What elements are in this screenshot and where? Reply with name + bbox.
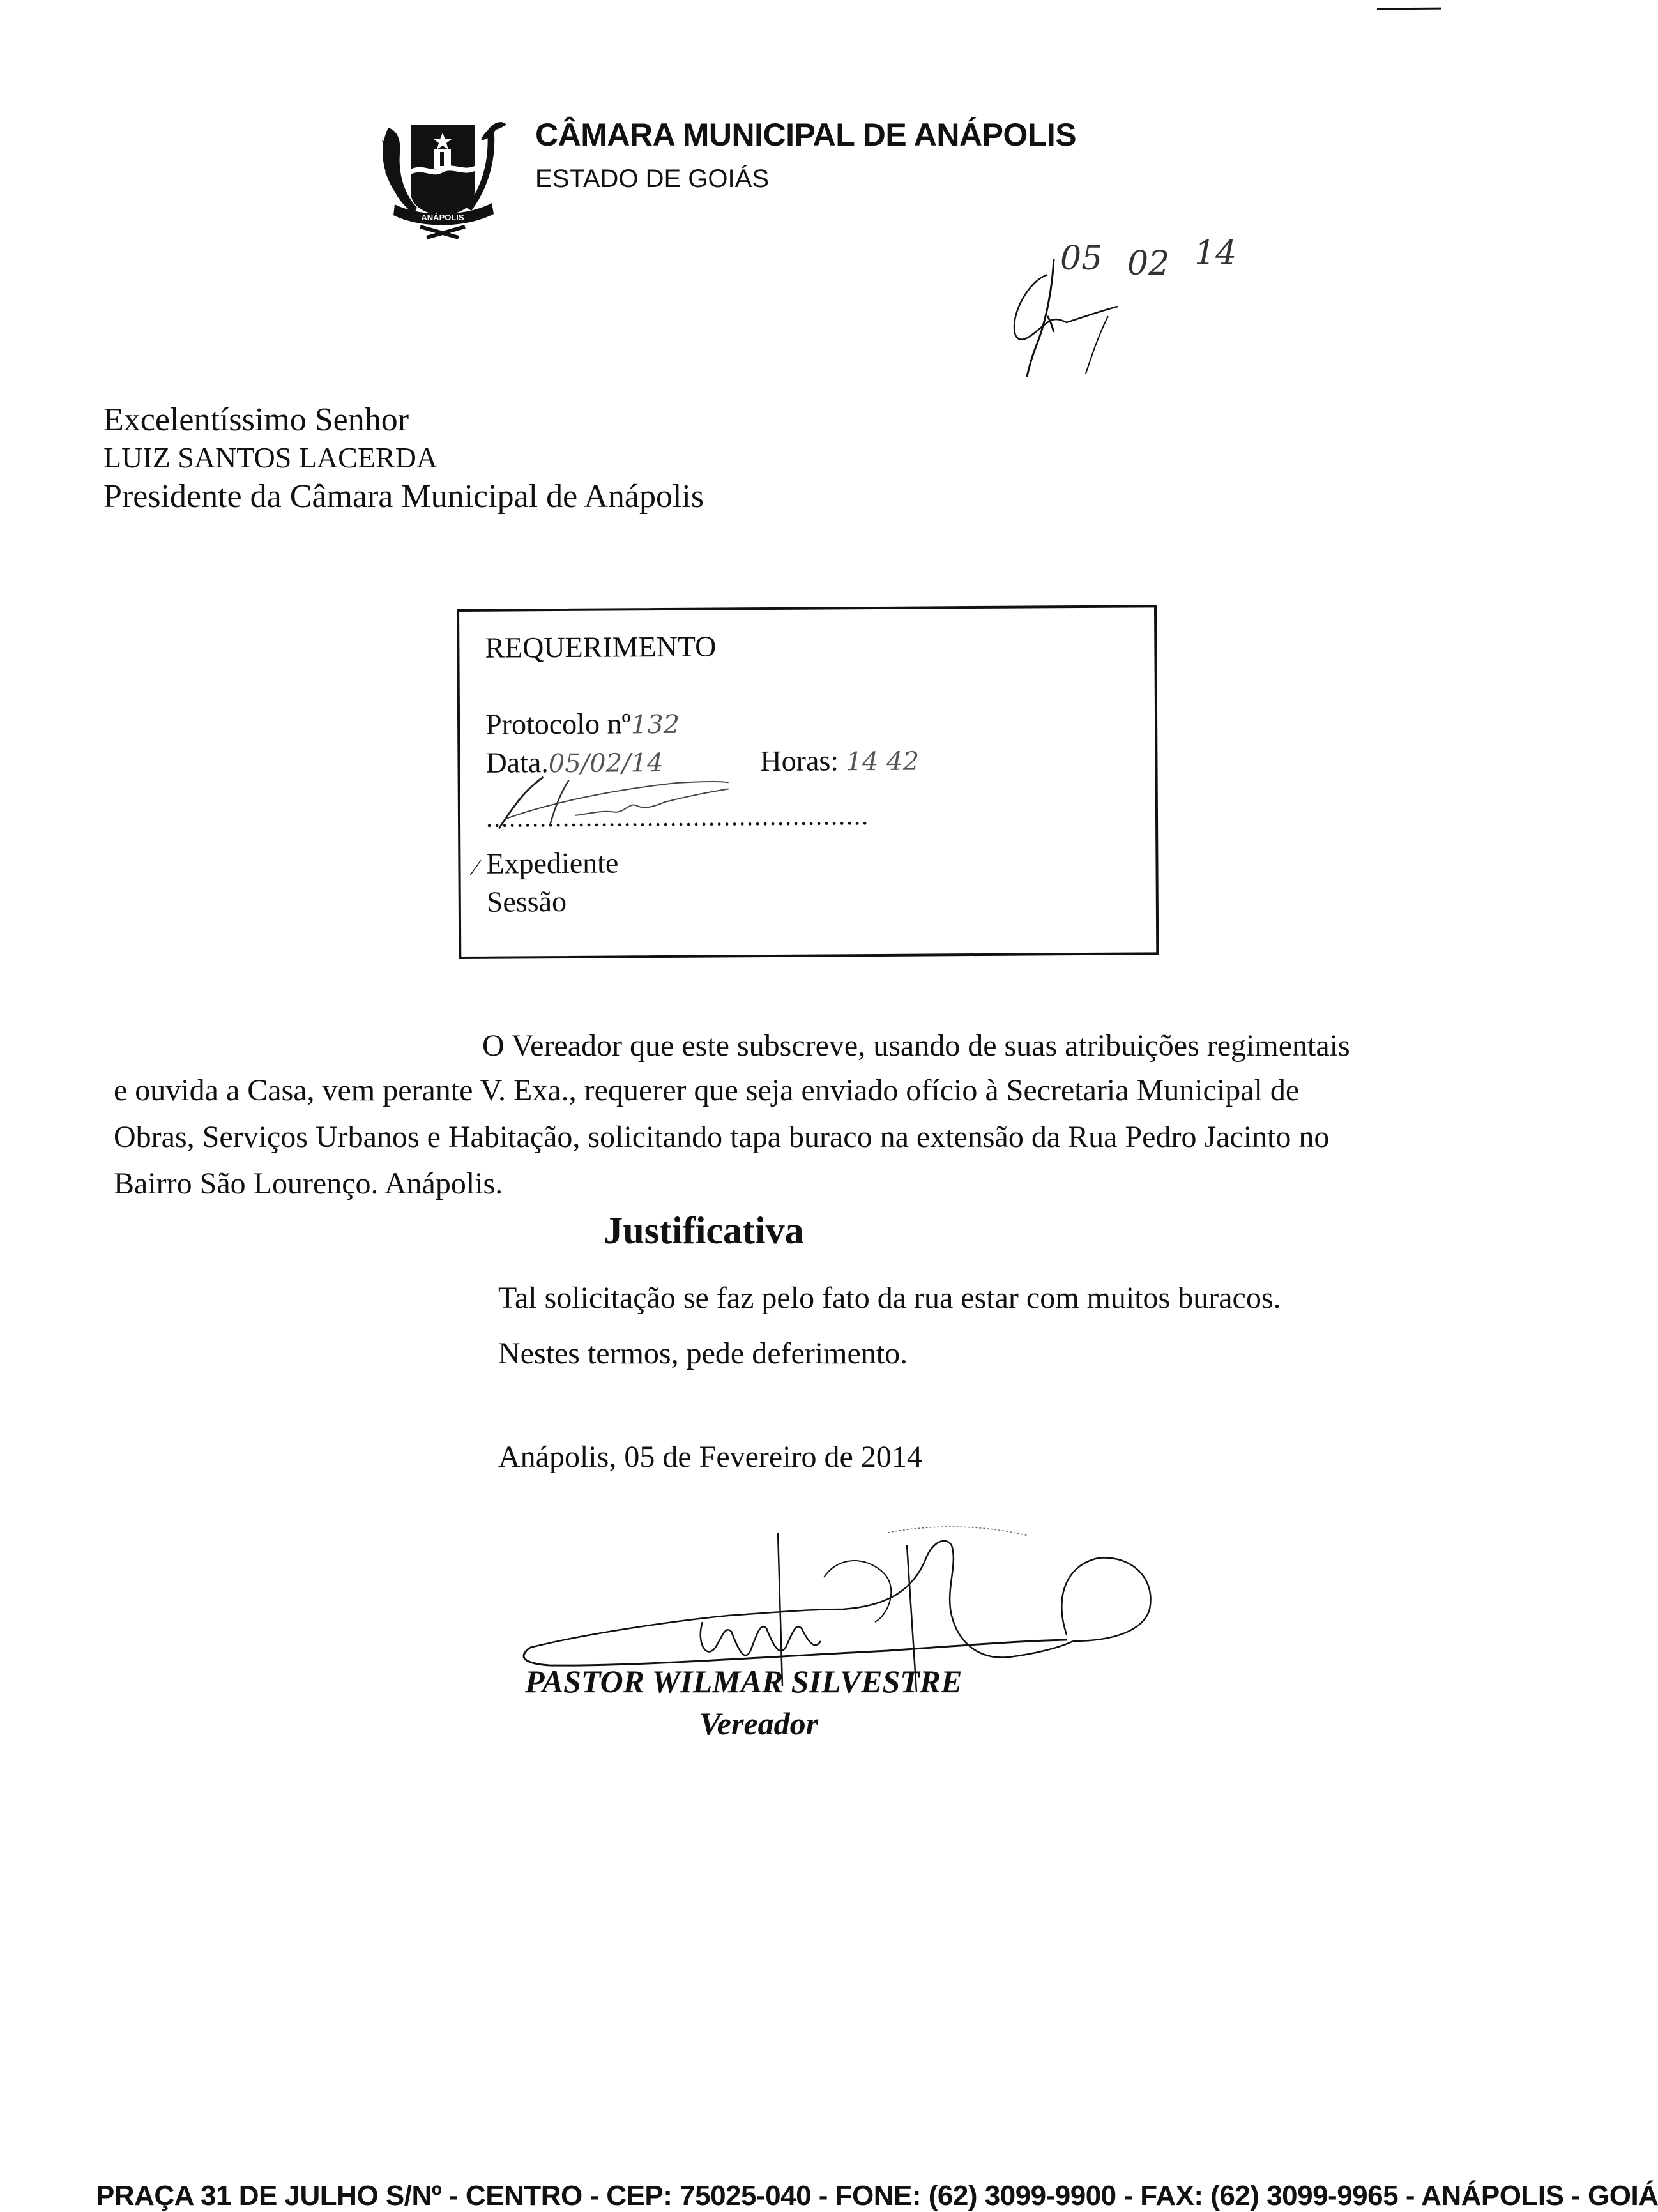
institution-subtitle: ESTADO DE GOIÁS xyxy=(535,165,769,193)
addressee-salutation: Excelentíssimo Senhor xyxy=(103,402,409,438)
clerk-signature-icon xyxy=(485,763,805,835)
signatory-name: PASTOR WILMAR SILVESTRE xyxy=(525,1663,962,1699)
addressee-role: Presidente da Câmara Municipal de Anápolis xyxy=(103,478,704,515)
protocol-box xyxy=(457,605,1159,959)
protocol-number-label: Protocolo nº xyxy=(485,707,631,741)
addressee-name: LUIZ SANTOS LACERDA xyxy=(103,441,438,474)
svg-text:ANÁPOLIS: ANÁPOLIS xyxy=(421,213,464,222)
coat-of-arms-icon xyxy=(376,102,510,239)
protocol-box-title: REQUERIMENTO xyxy=(485,630,717,664)
body-line: e ouvida a Casa, vem perante V. Exa., requerer que seja enviado ofício à Secretaria Municipal de xyxy=(114,1073,1300,1107)
protocol-date-value: 05/02/14 xyxy=(548,748,664,779)
protocol-number-value: 132 xyxy=(630,709,680,740)
scan-mark-line xyxy=(1377,8,1441,10)
coat-of-arms-logo xyxy=(376,102,510,239)
stamp-year: 14 xyxy=(1194,234,1237,273)
institution-title: CÂMARA MUNICIPAL DE ANÁPOLIS xyxy=(535,117,1077,153)
signatory-role: Vereador xyxy=(699,1706,819,1741)
justification-heading-wrap xyxy=(0,1209,1472,1253)
justification-text: Tal solicitação se faz pelo fato da rua estar com muitos buracos. xyxy=(498,1281,1281,1315)
expediente-check-mark-icon: ⁄ xyxy=(473,854,478,881)
option-sessao: Sessão xyxy=(486,884,567,918)
place-and-date: Anápolis, 05 de Fevereiro de 2014 xyxy=(498,1440,922,1474)
protocol-date-label: Data. xyxy=(485,746,549,779)
clerk-signature xyxy=(485,763,805,835)
body-line: Bairro São Lourenço. Anápolis. xyxy=(114,1167,503,1201)
stamp-month: 02 xyxy=(1127,245,1170,283)
protocol-hours-label: Horas: xyxy=(760,744,839,778)
closing-text: Nestes termos, pede deferimento. xyxy=(498,1337,908,1370)
initials-signature-icon xyxy=(1003,246,1220,386)
handwritten-receipt-mark xyxy=(1003,234,1237,386)
body-line: O Vereador que este subscreve, usando de suas atribuições regimentais xyxy=(482,1029,1350,1063)
justification-heading: Justificativa xyxy=(604,1209,804,1252)
option-expediente: Expediente xyxy=(486,846,619,880)
footer-address: PRAÇA 31 DE JULHO S/Nº - CENTRO - CEP: 75025-040 - FONE: (62) 3099-9900 - FAX: (62) 3099-9965 - ANÁPOLIS - GOIÁ xyxy=(96,2180,1658,2211)
protocol-hours-value: 14 42 xyxy=(846,746,920,777)
body-line: Obras, Serviços Urbanos e Habitação, solicitando tapa buraco na extensão da Rua Pedro Jacinto no xyxy=(114,1120,1330,1154)
protocol-number-row xyxy=(485,706,680,741)
stamp-day: 05 xyxy=(1060,239,1103,278)
signature-dotted-line: .................................................. xyxy=(485,801,870,833)
